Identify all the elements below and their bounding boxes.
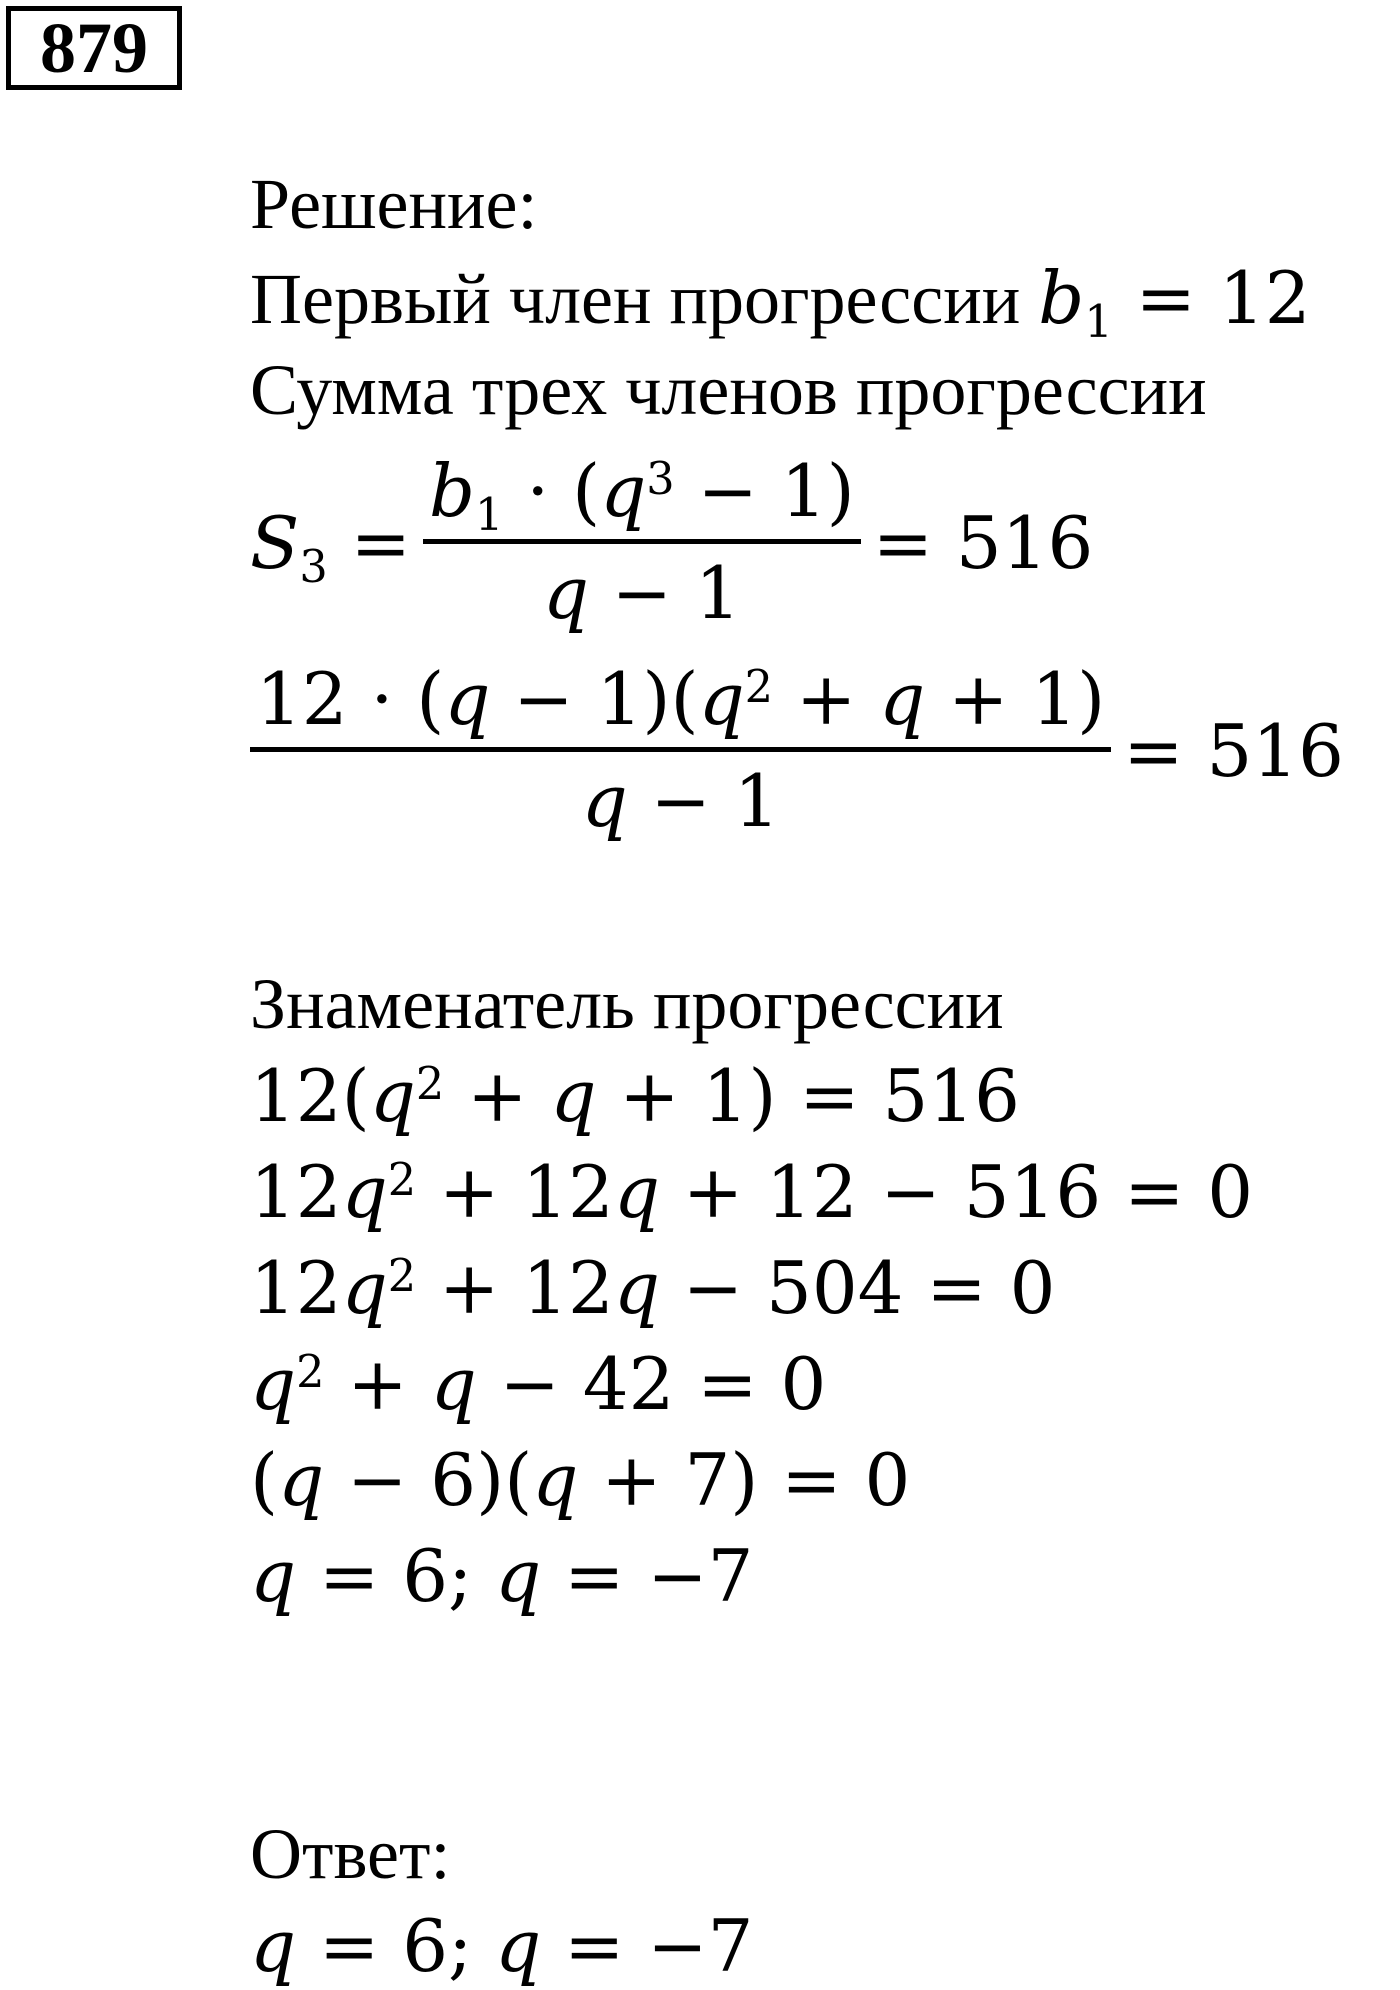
solution-label: Решение: [250, 164, 538, 244]
first-term-sub: 1 [1084, 296, 1113, 349]
problem-number: 879 [40, 8, 148, 88]
sum-formula-rhs: = 516 [872, 500, 1094, 585]
answer-value: q = 6; q = −7 [250, 1904, 754, 1988]
equation-2: $12q^2 + 12q + 12 - 516 = 0$ [250, 1150, 1254, 1234]
substituted-fraction [250, 657, 1111, 844]
equation-4: $q^2 + q - 42 = 0$ [250, 1342, 827, 1426]
answer-label: Ответ: [250, 1814, 451, 1894]
fraction-bar [250, 747, 1111, 752]
first-term-text: Первый член прогрессии [250, 259, 1039, 339]
first-term-value: = 12 [1112, 256, 1311, 340]
sum-label: Сумма трех членов прогрессии [250, 350, 1207, 430]
substituted-rhs: = 516 [1123, 708, 1344, 793]
substituted-formula [250, 657, 1344, 844]
sum-formula [250, 449, 1094, 636]
sum-formula-denominator: q − 1 [542, 551, 741, 636]
first-term-var: b [1038, 256, 1085, 340]
problem-number-box [6, 6, 182, 90]
equation-1: $12(q^2 + q + 1) = 516$ [250, 1054, 1020, 1138]
ratio-label: Знаменатель прогрессии [250, 964, 1004, 1044]
substituted-numerator: $12 \cdot (q - 1)(q^2 + q + 1)$ [256, 657, 1106, 741]
sum-formula-lhs: $S_3$ = [250, 500, 411, 593]
equation-6: q = 6; q = −7 [250, 1534, 754, 1618]
substituted-denominator: q − 1 [581, 759, 780, 844]
sum-formula-fraction [423, 449, 861, 636]
equation-3: $12q^2 + 12q - 504 = 0$ [250, 1246, 1056, 1330]
sum-formula-numerator: $b_1 \cdot (q^3 - 1)$ [428, 449, 855, 542]
equation-5: (q − 6)(q + 7) = 0 [250, 1438, 911, 1522]
first-term-line [250, 256, 1311, 349]
